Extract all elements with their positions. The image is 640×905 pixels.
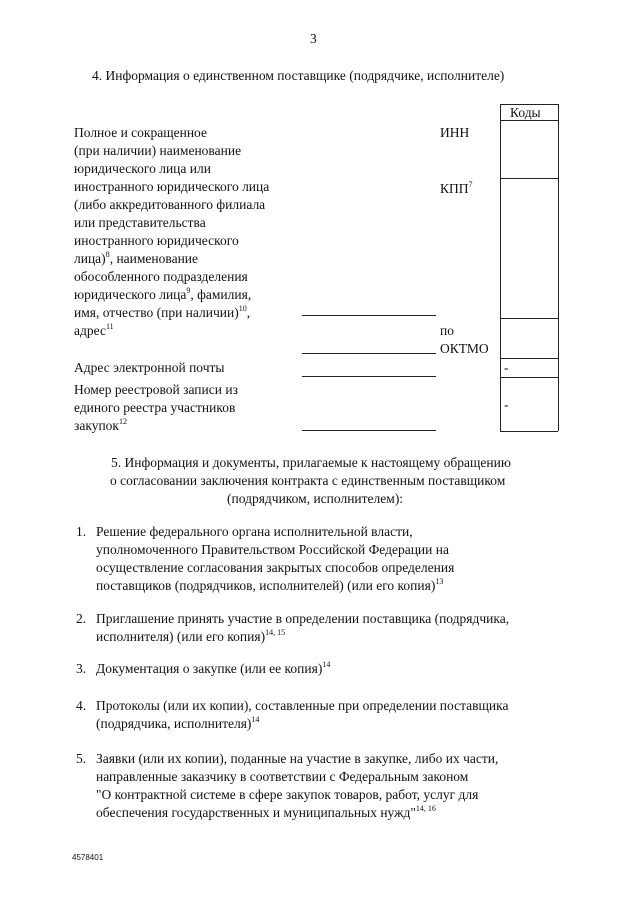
inn-label: ИНН	[440, 125, 470, 140]
address-label: адрес$^{11}$	[74, 322, 114, 338]
document-code: 4578401	[72, 853, 104, 862]
codes-header: Коды	[510, 105, 541, 120]
registry-field[interactable]	[302, 430, 436, 431]
address-field[interactable]	[302, 353, 436, 354]
registry-code: -	[504, 397, 509, 412]
registry-label-line1: Номер реестровой записи из	[74, 382, 238, 397]
oktmo-label-line2: ОКТМО	[440, 341, 489, 356]
supplier-name-field[interactable]	[302, 315, 436, 316]
section4-title: 4. Информация о единственном поставщике (подрядчике, исполнителе)	[92, 68, 505, 83]
registry-label-line3: закупок$^{12}$	[74, 417, 127, 433]
email-label: Адрес электронной почты	[74, 360, 225, 375]
kpp-label: КПП$^7$	[440, 180, 473, 196]
section5-title-line2: о согласовании заключения контракта с единственным поставщиком	[110, 473, 506, 488]
email-code: -	[504, 360, 509, 375]
section5-title-line3: (подрядчиком, исполнителем):	[227, 491, 404, 506]
registry-label-line2: единого реестра участников	[74, 400, 236, 415]
page-number: 3	[310, 31, 317, 46]
email-field[interactable]	[302, 376, 436, 377]
section5-title-line1: 5. Информация и документы, прилагаемые к настоящему обращению	[111, 455, 511, 470]
oktmo-label-line1: по	[440, 323, 454, 338]
